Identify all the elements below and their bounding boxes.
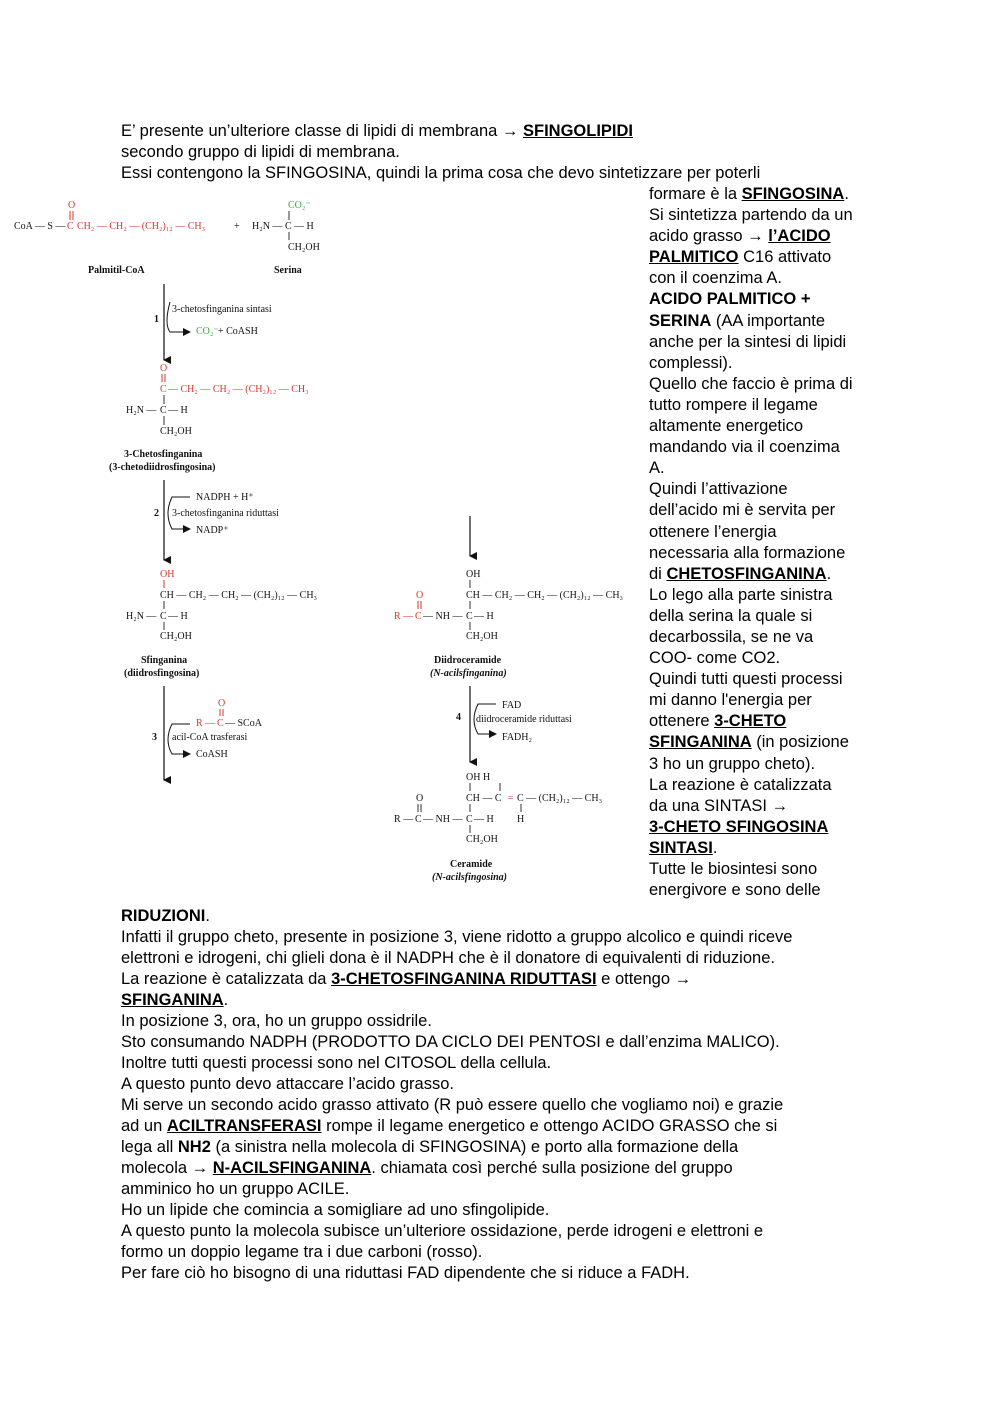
- hydrogen-label: — H: [474, 814, 494, 825]
- amine-label: H₂N —: [126, 611, 157, 622]
- carboxylate-label: CO₂⁻: [288, 200, 311, 211]
- nadph-label: NADPH + H⁺: [196, 492, 254, 503]
- oxygen-label: O: [160, 363, 168, 374]
- bottom-text: [121, 906, 792, 1284]
- text-line: formo un doppio legame tra i due carboni (rosso).: [121, 1243, 483, 1261]
- enzyme-3-label: acil-CoA trasferasi: [172, 732, 248, 743]
- plus-sign: +: [234, 221, 240, 232]
- amine-label: H₂N —: [252, 221, 283, 232]
- sphinganine-chain-label: CH — CH₂ — CH₂ — (CH₂)₁₂ — CH₃: [160, 590, 318, 601]
- scoa-label: — SCoA: [225, 718, 262, 729]
- sphingolipid-pathway-figure: [0, 184, 650, 904]
- sfinganina-name: Sfinganina: [141, 655, 188, 666]
- acyl-c-label: C: [415, 611, 422, 622]
- chetosfinganina-alt-name: (3-chetodiidrosfingosina): [109, 462, 216, 473]
- step-4-number: 4: [456, 712, 461, 723]
- side-line: ottenere 3-CHETO: [649, 712, 787, 731]
- term-sfinganina: SFINGANINA: [121, 991, 224, 1009]
- sfinganina-alt-name: (diidrosfingosina): [124, 668, 200, 679]
- side-line: energivore e sono delle: [649, 881, 821, 900]
- palmitil-coa-name: Palmitil-CoA: [88, 265, 145, 276]
- ceramide-chain-label: C — (CH₂)₁₂ — CH₃: [517, 793, 603, 804]
- enzyme-2-label: 3-chetosfinganina riduttasi: [172, 508, 279, 519]
- term-sfinganina: SFINGANINA: [649, 733, 752, 752]
- side-line: anche per la sintesi di lipidi: [649, 332, 847, 351]
- side-line: altamente energetico: [649, 417, 804, 436]
- text-line: In posizione 3, ora, ho un gruppo ossidrile.: [121, 1012, 432, 1030]
- side-line: PALMITICO C16 attivato: [649, 248, 832, 267]
- text-line: RIDUZIONI.: [121, 907, 210, 925]
- side-line: di CHETOSFINGANINA.: [649, 564, 832, 583]
- term-3-cheto: 3-CHETO: [714, 712, 787, 731]
- side-line: mandando via il coenzima: [649, 438, 840, 457]
- acyl-r-label: R —: [394, 814, 414, 825]
- co2-product-label: CO₂⁻: [196, 326, 219, 337]
- term-chetosfinganina: CHETOSFINGANINA: [666, 564, 827, 583]
- text-line: SFINGANINA.: [121, 991, 229, 1009]
- side-line: A.: [649, 459, 665, 478]
- text-line: molecola → N-ACILSFINGANINA. chiamata così perché sulla posizione del gruppo: [121, 1159, 733, 1177]
- serina-name: Serina: [274, 265, 302, 276]
- text-line: A questo punto devo attaccare l’acido grasso.: [121, 1075, 454, 1093]
- side-line: con il coenzima A.: [649, 269, 782, 288]
- text-line: lega all NH2 (a sinistra nella molecola di SFINGOSINA) e porto alla formazione della: [121, 1138, 739, 1156]
- term-nh2: NH2: [177, 1138, 211, 1156]
- term-palmitico: PALMITICO: [649, 248, 739, 267]
- term-acido: l’ACIDO: [768, 227, 831, 246]
- hydroxyl-label: OH: [160, 569, 175, 580]
- ch2oh-label: CH₂OH: [466, 834, 498, 845]
- text-line: amminico ho un gruppo ACILE.: [121, 1180, 350, 1198]
- oxygen-label: O: [416, 590, 424, 601]
- text-line: Infatti il gruppo cheto, presente in posizione 3, viene ridotto a gruppo alcolico e quindi riceve: [121, 928, 793, 946]
- ceramide-name: Ceramide: [450, 859, 493, 870]
- text-line-2: secondo gruppo di lipidi di membrana.: [121, 143, 400, 161]
- enzyme-4-label: diidroceramide riduttasi: [476, 714, 572, 725]
- acyl-r-label: R —: [196, 718, 216, 729]
- oxygen-label: O: [218, 698, 226, 709]
- term-aciltransferasi: ACILTRANSFERASI: [166, 1117, 322, 1135]
- side-line: Lo lego alla parte sinistra: [649, 585, 833, 604]
- side-line: La reazione è catalizzata: [649, 775, 832, 794]
- term-sfingosina: SFINGOSINA: [741, 185, 845, 203]
- side-line: Quello che faccio è prima di: [649, 374, 853, 393]
- text-line-3: Essi contengono la SFINGOSINA, quindi la prima cosa che devo sintetizzare per poterli: [121, 164, 761, 182]
- enzyme-1-label: 3-chetosfinganina sintasi: [172, 304, 272, 315]
- acyl-r-label: R —: [394, 611, 414, 622]
- ch-c-label: CH — C: [466, 793, 502, 804]
- alpha-carbon-label: C: [285, 221, 292, 232]
- side-line: da una SINTASI →: [649, 796, 789, 815]
- oh-h-label: OH H: [466, 772, 491, 783]
- coash-label: CoASH: [196, 749, 228, 760]
- ch2oh-label: CH₂OH: [288, 242, 320, 253]
- side-line: Quindi tutti questi processi: [649, 670, 843, 689]
- text-line: elettroni e idrogeni, chi glieli dona è il NADPH che è il donatore di equivalenti di riduzione.: [121, 949, 775, 967]
- term-chetosfinganina-riduttasi: 3-CHETOSFINGANINA RIDUTTASI: [331, 970, 597, 988]
- side-line: SERINA (AA importante: [649, 311, 826, 330]
- term-riduzioni: RIDUZIONI: [121, 907, 206, 925]
- text-line: Inoltre tutti questi processi sono nel CITOSOL della cellula.: [121, 1054, 552, 1072]
- hydroxyl-label: OH: [466, 569, 481, 580]
- text-line: Per fare ciò ho bisogno di una riduttasi FAD dipendente che si riduce a FADH.: [121, 1264, 690, 1282]
- text-line: Mi serve un secondo acido grasso attivato (R può essere quello che vogliamo noi) e grazie: [121, 1096, 784, 1114]
- step-2-number: 2: [154, 508, 159, 519]
- hydrogen-label: H: [517, 814, 525, 825]
- side-line: tutto rompere il legame: [649, 395, 818, 414]
- side-line: mi danno l'energia per: [649, 691, 812, 710]
- carbon-label: C: [160, 611, 167, 622]
- side-line: SFINGANINA (in posizione: [649, 733, 849, 752]
- side-column: [649, 184, 889, 901]
- oxygen-label: O: [68, 200, 76, 211]
- side-line: decarbossila, se ne va: [649, 627, 814, 646]
- text-line: ad un ACILTRANSFERASI rompe il legame energetico e ottengo ACIDO GRASSO che si: [121, 1117, 778, 1135]
- term-n-acilsfinganina: N-ACILSFINGANINA: [212, 1159, 372, 1177]
- side-line: della serina la quale si: [649, 606, 813, 625]
- keto-chain-label: — CH₂ — CH₂ — (CH₂)₁₂ — CH₃: [168, 384, 309, 395]
- side-line: ACIDO PALMITICO +: [649, 290, 811, 309]
- side-line: Si sintetizza partendo da un: [649, 206, 853, 225]
- diidroceramide-name: Diidroceramide: [434, 655, 502, 666]
- acyl-c-label: C: [415, 814, 422, 825]
- text-line: Ho un lipide che comincia a somigliare ad uno sfingolipide.: [121, 1201, 550, 1219]
- palmitoyl-chain-label: CH₂ — CH₂ — (CH₂)₁₂ — CH₃: [77, 221, 206, 232]
- fad-label: FAD: [502, 700, 522, 711]
- amide-nh-label: — NH —: [423, 611, 463, 622]
- chetosfinganina-name: 3-Chetosfinganina: [124, 449, 203, 460]
- side-line: dell’acido mi è servita per: [649, 501, 836, 520]
- text-line: La reazione è catalizzata da 3-CHETOSFINGANINA RIDUTTASI e ottengo →: [121, 970, 692, 988]
- fadh2-label: FADH₂: [502, 732, 532, 743]
- side-line: formare è la SFINGOSINA.: [649, 185, 849, 203]
- dihydroceramide-chain-label: CH — CH₂ — CH₂ — (CH₂)₁₂ — CH₃: [466, 590, 624, 601]
- double-bond-sign: =: [508, 793, 514, 804]
- step-1-number: 1: [154, 314, 159, 325]
- carbonyl-c-label: C: [67, 221, 74, 232]
- side-line: COO- come CO2.: [649, 649, 781, 668]
- hydrogen-label: — H: [294, 221, 314, 232]
- hydrogen-label: — H: [168, 611, 188, 622]
- side-line: Tutte le biosintesi sono: [649, 860, 818, 878]
- carbon-label: C: [466, 611, 473, 622]
- side-line: complessi).: [649, 353, 733, 372]
- ceramide-alt-name: (N-acilsfingosina): [432, 872, 507, 883]
- carbon-label: C: [466, 814, 473, 825]
- text-line: Sto consumando NADPH (PRODOTTO DA CICLO DEI PENTOSI e dall’enzima MALICO).: [121, 1033, 780, 1051]
- coa-s-label: CoA — S —: [14, 221, 66, 232]
- term-sfingolipidi: SFINGOLIPIDI: [523, 122, 634, 140]
- carbonyl-c-label: C: [160, 384, 167, 395]
- ch2oh-label: CH₂OH: [466, 631, 498, 642]
- nadp-label: NADP⁺: [196, 525, 229, 536]
- side-line: ottenere l’energia: [649, 522, 777, 541]
- amine-label: H₂N —: [126, 405, 157, 416]
- coash-product-label: + CoASH: [218, 326, 258, 337]
- text-line-1: E’ presente un’ulteriore classe di lipidi di membrana → SFINGOLIPIDI: [121, 122, 634, 140]
- carbon-label: C: [160, 405, 167, 416]
- side-line: 3-CHETO SFINGOSINA: [649, 817, 829, 836]
- side-line: necessaria alla formazione: [649, 543, 846, 562]
- ch2oh-label: CH₂OH: [160, 426, 192, 437]
- text-line: A questo punto la molecola subisce un’ulteriore ossidazione, perde idrogeni e elettroni e: [121, 1222, 764, 1240]
- side-line: SINTASI.: [649, 838, 718, 857]
- side-line: acido grasso → l’ACIDO: [649, 227, 831, 246]
- ch2oh-label: CH₂OH: [160, 631, 192, 642]
- step-3-number: 3: [152, 732, 157, 743]
- hydrogen-label: — H: [474, 611, 494, 622]
- oxygen-label: O: [416, 793, 424, 804]
- side-line: 3 ho un gruppo cheto).: [649, 754, 816, 773]
- hydrogen-label: — H: [168, 405, 188, 416]
- acyl-c-label: C: [217, 718, 224, 729]
- diidroceramide-alt-name: (N-acilsfinganina): [430, 668, 507, 679]
- amide-nh-label: — NH —: [423, 814, 463, 825]
- side-line: Quindi l’attivazione: [649, 480, 788, 499]
